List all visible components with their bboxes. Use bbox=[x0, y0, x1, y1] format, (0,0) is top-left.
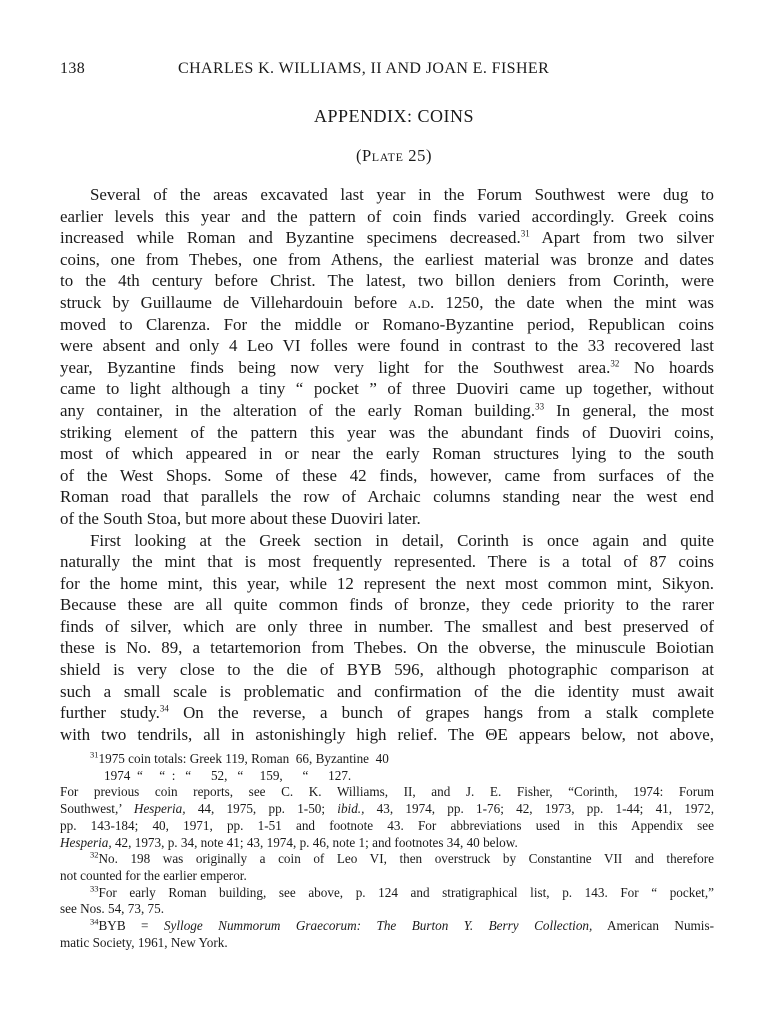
text-line bbox=[30, 702, 714, 724]
text-line bbox=[30, 357, 714, 379]
running-head-authors: CHARLES K. WILLIAMS, II AND JOAN E. FISHER bbox=[178, 60, 550, 77]
text-line: with two tendrils, all in astonishingly high relief. The ΘE appears below, not above, bbox=[60, 724, 714, 744]
page-number: 138 bbox=[60, 60, 86, 77]
footnote-marker: 31 bbox=[90, 749, 99, 760]
fn-line: not counted for the earlier emperor. bbox=[60, 867, 247, 883]
text-line bbox=[30, 227, 714, 249]
fn-line bbox=[60, 835, 714, 852]
text-line: shield is very close to the die of BYB 596, although photographic comparison at bbox=[60, 660, 714, 680]
fn-line bbox=[60, 918, 714, 935]
footnote-marker: 34 bbox=[90, 916, 99, 927]
text-segment: Apart from two silver bbox=[529, 228, 714, 248]
text-line: earlier levels this year and the pattern of coin finds varied accordingly. Greek coins bbox=[60, 206, 714, 226]
text-segment: increased while Roman and Byzantine specimens decreased. bbox=[60, 228, 521, 248]
fn-line: see Nos. 54, 73, 75. bbox=[60, 901, 165, 917]
footnotes bbox=[60, 751, 714, 951]
text-line: such a small scale is problematic and confirmation of the die identity must await bbox=[60, 681, 714, 701]
text-line: moved to Clarenza. For the middle or Romano-Byzantine period, Republican coins bbox=[60, 314, 714, 334]
journal-title: Hesperia, bbox=[133, 801, 186, 817]
fn-line bbox=[60, 801, 714, 818]
text-line: were absent and only 4 Leo VI folles were found in contrast to the 33 recovered last bbox=[60, 336, 714, 356]
footnote-marker: 32 bbox=[90, 849, 99, 860]
coin-totals-1975 bbox=[60, 751, 714, 768]
coin-totals-1974: 1974 “ “ : “ 52, “ 159, “ 127. bbox=[104, 767, 352, 783]
footnote-32 bbox=[60, 851, 714, 884]
journal-title: Hesperia, bbox=[60, 834, 112, 850]
text-line: finds of silver, which are only three in number. The smallest and best preserved of bbox=[60, 616, 714, 636]
paragraph-2 bbox=[60, 530, 714, 746]
text-line: most of which appeared in or near the early Roman structures lying to the south bbox=[60, 444, 714, 464]
text-line: these is No. 89, a tetartemorion from Thebes. On the obverse, the minuscule Boiotian bbox=[60, 638, 714, 658]
text-line: of the West Shops. Some of these 42 finds, however, came from surfaces of the bbox=[60, 465, 714, 485]
section-title: APPENDIX: COINS bbox=[313, 106, 475, 126]
footnote-ref-31: 31 bbox=[520, 228, 530, 239]
text-line: to the 4th century before Christ. The latest, two billon deniers from Corinth, were bbox=[60, 271, 714, 291]
book-title: Sylloge Nummorum Graecorum: The Burton Y. Berry Collection, bbox=[163, 918, 593, 934]
text-line: First looking at the Greek section in detail, Corinth is once again and quite bbox=[90, 530, 714, 550]
text-segment: Southwest,’ bbox=[60, 801, 134, 817]
text-line bbox=[30, 400, 714, 422]
text-line: of the South Stoa, but more about these Duoviri later. bbox=[60, 508, 421, 528]
text-line bbox=[30, 292, 714, 314]
text-segment: BYB = bbox=[98, 918, 164, 934]
text-segment: 43, 1974, pp. 1-76; 42, 1973, pp. 1-44; 41, 1972, bbox=[364, 801, 714, 817]
text-line: naturally the mint that is most frequently represented. There is a total of 87 coins bbox=[60, 552, 714, 572]
footnote-34 bbox=[60, 918, 714, 951]
text-segment: any container, in the alteration of the early Roman building. bbox=[60, 400, 536, 420]
text-line: striking element of the pattern this year was the abundant finds of Duoviri coins, bbox=[60, 422, 714, 442]
plate-reference: (Plate 25) bbox=[355, 146, 433, 165]
fn-line: matic Society, 1961, New York. bbox=[60, 934, 228, 950]
text-segment: For early Roman building, see above, p. 124 and stratigraphical list, p. 143. For “ pocket,” bbox=[98, 884, 714, 900]
text-line: Because these are all quite common finds of bronze, they cede priority to the rarer bbox=[60, 595, 714, 615]
text-line: came to light although a tiny “ pocket ” of three Duoviri came up together, without bbox=[60, 379, 714, 399]
footnote-ref-33: 33 bbox=[535, 401, 545, 412]
text-line: Roman road that parallels the row of Archaic columns standing near the west end bbox=[60, 487, 714, 507]
text-line: Several of the areas excavated last year in the Forum Southwest were dug to bbox=[90, 185, 714, 204]
fn-line bbox=[60, 851, 714, 868]
era-abbrev: a.d. bbox=[408, 292, 435, 312]
footnote-ref-32: 32 bbox=[610, 358, 620, 369]
footnote-ref-34: 34 bbox=[159, 703, 169, 714]
text-line: for the home mint, this year, while 12 represent the next most common mint, Sikyon. bbox=[60, 573, 714, 593]
fn-line: For previous coin reports, see C. K. Williams, II, and J. E. Fisher, “Corinth, 1974: Forum bbox=[60, 784, 714, 800]
footnote-marker: 33 bbox=[90, 883, 99, 894]
text-segment: No hoards bbox=[619, 357, 714, 377]
footnote-33 bbox=[60, 885, 714, 918]
text-segment: 1975 coin totals: Greek 119, Roman 66, Byzantine 40 bbox=[98, 751, 389, 766]
text-segment: struck by Guillaume de Villehardouin before bbox=[60, 292, 409, 312]
text-segment: In general, the most bbox=[544, 400, 714, 420]
fn-line bbox=[60, 885, 714, 902]
text-segment: 1250, the date when the mint was bbox=[434, 292, 714, 312]
text-segment: 42, 1973, p. 34, note 41; 43, 1974, p. 46, note 1; and footnotes 34, 40 below. bbox=[111, 834, 518, 850]
fn-line: pp. 143-184; 40, 1971, pp. 1-51 and footnote 43. For abbreviations used in this Appendix see bbox=[60, 817, 714, 833]
text-segment: American Numis- bbox=[592, 918, 714, 934]
text-segment: further study. bbox=[60, 703, 160, 723]
text-segment: 44, 1975, pp. 1-50; bbox=[185, 801, 338, 817]
text-segment: On the reverse, a bunch of grapes hangs from a stalk complete bbox=[168, 703, 715, 723]
ibid: ibid., bbox=[337, 801, 365, 817]
text-segment: No. 198 was originally a coin of Leo VI, then overstruck by Constantine VII and therefore bbox=[98, 851, 714, 867]
footnote-31 bbox=[60, 751, 714, 851]
paragraph-1 bbox=[60, 184, 714, 530]
body-text bbox=[60, 184, 714, 745]
text-segment: year, Byzantine finds being now very light for the Southwest area. bbox=[60, 357, 611, 377]
text-line: coins, one from Thebes, one from Athens, the earliest material was bronze and dates bbox=[60, 249, 714, 269]
